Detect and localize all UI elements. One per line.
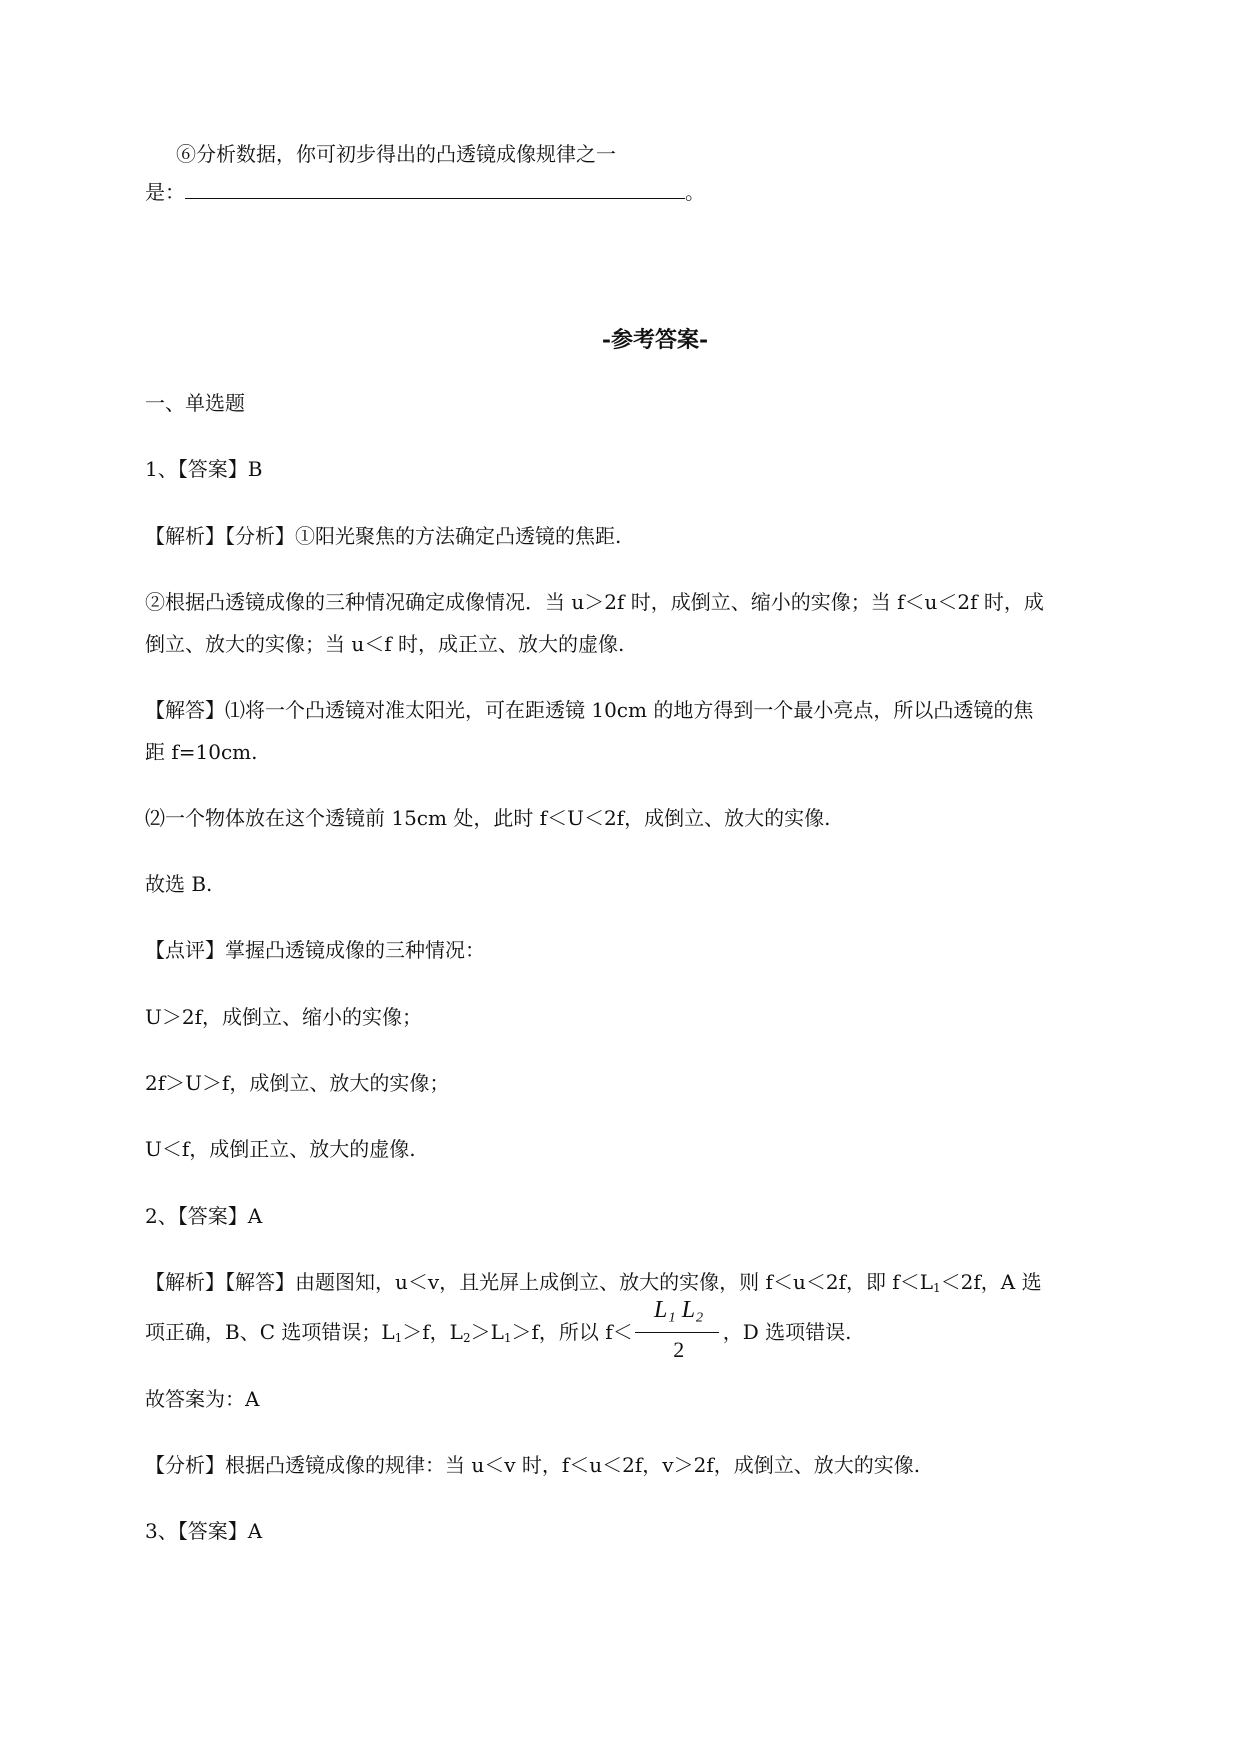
answers-title: -参考答案- [601,327,709,353]
answer-2-method: 【分析】根据凸透镜成像的规律：当 u＜v 时，f＜u＜2f，v＞2f，成倒立、放大的实像. [145,1453,921,1477]
fraction-numerator: L₁ L₂ [654,1297,704,1323]
answer-suffix: 。 [685,180,705,204]
answer-1-analysis-2a: ②根据凸透镜成像的三种情况确定成像情况．当 u＞2f 时，成倒立、缩小的实像；当 f＜u＜2f 时，成 [145,590,1044,614]
question-6-answer-line [145,176,1155,208]
answer-1-head: 1、【答案】B [145,457,263,481]
analysis-b-text-4: ＞f，所以 f＜ [511,1320,633,1344]
answer-blank[interactable] [185,180,685,199]
analysis-b-text-5: ，D 选项错误. [722,1320,852,1344]
analysis-b-text-3: ＞L [470,1320,504,1344]
answer-3-head: 3、【答案】A [145,1519,263,1543]
fraction [633,1297,723,1362]
subscript: 1 [933,1281,941,1295]
answer-2-result: 故答案为：A [145,1387,260,1411]
fraction-denominator: 2 [673,1337,685,1362]
subscript: 2 [462,1331,471,1345]
answer-1-solve-1a: 【解答】⑴将一个凸透镜对准太阳光，可在距透镜 10cm 的地方得到一个最小亮点，所以凸透镜的焦 [145,698,1034,722]
analysis-a-text: 【解析】【解答】由题图知，u＜v，且光屏上成倒立、放大的实像，则 f＜u＜2f，即 f＜L [145,1270,933,1294]
answer-1-case-2: 2f＞U＞f，成倒立、放大的实像； [145,1071,450,1095]
section-heading: 一、单选题 [145,391,245,415]
answer-1-analysis-2b: 倒立、放大的实像；当 u＜f 时，成正立、放大的虚像. [145,632,625,656]
answer-1-analysis-1: 【解析】【分析】①阳光聚焦的方法确定凸透镜的焦距. [145,524,622,548]
subscript: 1 [503,1331,512,1345]
answer-2-head: 2、【答案】A [145,1204,263,1228]
answer-1-case-1: U＞2f，成倒立、缩小的实像； [145,1005,422,1029]
answer-1-solve-1b: 距 f=10cm. [145,740,258,764]
answer-2-analysis-b [145,1297,1155,1362]
question-6-text: ⑥分析数据，你可初步得出的凸透镜成像规律之一 [176,142,616,166]
answer-1-comment: 【点评】掌握凸透镜成像的三种情况： [145,938,485,962]
analysis-a-tail: ＜2f，A 选 [940,1270,1042,1294]
analysis-b-text-1: 项正确，B、C 选项错误；L [145,1320,395,1344]
analysis-b-text-2: ＞f，L [402,1320,463,1344]
subscript: 1 [394,1331,403,1345]
answer-prefix: 是： [145,180,185,204]
answer-1-case-3: U＜f，成倒正立、放大的虚像. [145,1137,416,1161]
answer-1-solve-2: ⑵一个物体放在这个透镜前 15cm 处，此时 f＜U＜2f，成倒立、放大的实像. [145,806,831,830]
fraction-bar [635,1332,719,1333]
answer-1-choice: 故选 B. [145,872,213,896]
